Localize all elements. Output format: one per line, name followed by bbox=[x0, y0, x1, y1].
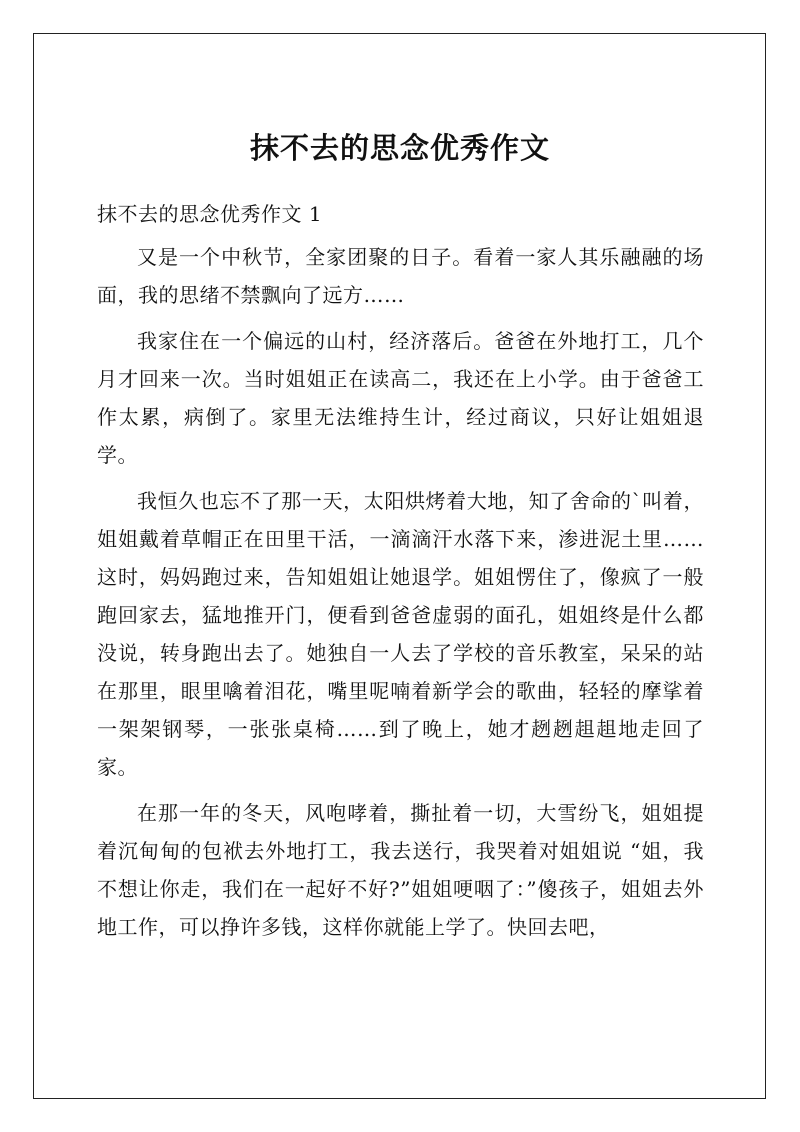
essay-body bbox=[97, 238, 704, 954]
paragraph: 我恒久也忘不了那一天，太阳烘烤着大地，知了舍命的`叫着，姐姐戴着草帽正在田里干活，一滴滴汗水落下来，渗进泥土里……这时，妈妈跑过来，告知姐姐让她退学。姐姐愣住了，像疯了一般跑回家去，猛地推开门，便看到爸爸虚弱的面孔，姐姐终是什么都没说，转身跑出去了。她独自一人去了学校的音乐教室，呆呆的站在那里，眼里噙着泪花，嘴里呢喃着新学会的歌曲，轻轻的摩挲着一架架钢琴，一张张桌椅……到了晚上，她才趔趔趄趄地走回了家。 bbox=[97, 489, 704, 779]
essay-subtitle: 抹不去的思念优秀作文 1 bbox=[97, 202, 323, 226]
paragraph: 在那一年的冬天，风咆哮着，撕扯着一切，大雪纷飞，姐姐提着沉甸甸的包袱去外地打工，我去送行，我哭着对姐姐说 “姐，我不想让你走，我们在一起好不好?”姐姐哽咽了：”傻孩子，姐姐去外地工作，可以挣许多钱，这样你就能上学了。快回去吧， bbox=[97, 801, 704, 939]
document-title: 抹不去的思念优秀作文 bbox=[249, 131, 550, 165]
paragraph: 又是一个中秋节，全家团聚的日子。看着一家人其乐融融的场面，我的思绪不禁飘向了远方…… bbox=[97, 245, 704, 307]
paragraph: 我家住在一个偏远的山村，经济落后。爸爸在外地打工，几个月才回来一次。当时姐姐正在读高二，我还在上小学。由于爸爸工作太累，病倒了。家里无法维持生计，经过商议，只好让姐姐退学。 bbox=[97, 329, 704, 467]
